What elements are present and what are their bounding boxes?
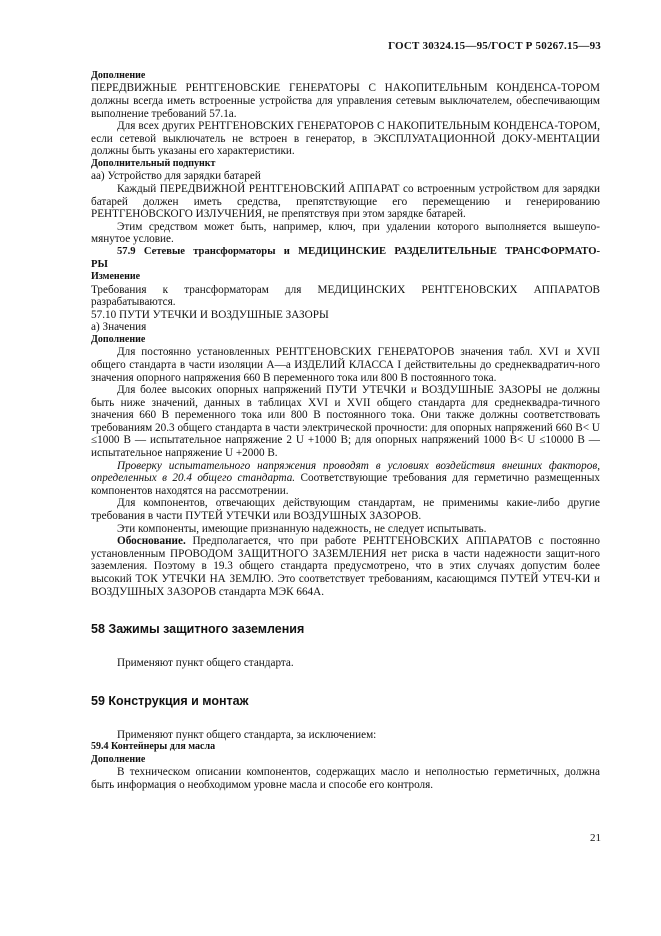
paragraph: В техническом описании компонентов, содержащих масло и неполностью герметичных, должна быть информация о необходимом уровне масла и способе его контроля. [91,766,600,791]
clause-57-9-title-cont: РЫ [91,258,108,270]
supplement-heading: Дополнение [91,70,146,81]
section-59-title: 59 Конструкция и монтаж [91,693,249,708]
paragraph: Для компонентов, отвечающих действующим стандартам, не применимы какие-либо другие требования в части ПУТЕЙ УТЕЧКИ или ВОЗДУШНЫХ ЗАЗОРОВ. [91,497,600,523]
paragraph: Применяют пункт общего стандарта. [117,657,294,670]
paragraph: Для более высоких опорных напряжений ПУТИ УТЕЧКИ и ВОЗДУШНЫЕ ЗАЗОРЫ не должны быть ниже значений, данных в таблицах XVI и XVII общего стандарта для среднеквадра-тичного значения 660 В переменного тока или 800 В постоянного тока. Они также должны соответствовать требованиям 20.3 общего стандарта в части электрической прочности: для опорных напряжений 660 В< U ≤1000 В — испытательное напряжение 2 U +1000 В; для опорных напряжений 1000 В< U ≤10000 В — испытательное напряжение U +2000 В. [91,384,600,460]
rationale-label: Обоснование. [117,535,186,548]
paragraph: Эти компоненты, имеющие признанную надежность, не следует испытывать. [117,522,487,535]
section-58-title: 58 Зажимы защитного заземления [91,622,305,637]
paragraph [91,460,600,498]
supplement-heading: Дополнение [91,753,146,765]
paragraph-text: Предполагается, что при работе РЕНТГЕНОВСКИХ АППАРАТОВ с постоянно установленным ПРОВОДОМ ЗАЩИТНОГО ЗАЗЕМЛЕНИЯ нет риска в части надежности защит-ного заземления. Поэтому в 19.3 общего стандарта предусмотрено, что в этих случаях допустим более высокий ТОК УТЕЧКИ НА ЗЕМЛЮ. Это соответствует требованиям, касающимся ПУТЕЙ УТЕЧ-КИ и ВОЗДУШНЫХ ЗАЗОРОВ стандарта МЭК 664А. [91,535,600,598]
paragraph [91,535,600,598]
clause-59-4-title: 59.4 Контейнеры для масла [91,741,216,753]
paragraph: Этим средством может быть, например, ключ, при удалении которого выполняется вышеупо-мянутое условие. [91,220,600,246]
list-item: а) Значения [91,321,147,334]
paragraph: Каждый ПЕРЕДВИЖНОЙ РЕНТГЕНОВСКИЙ АППАРАТ со встроенным устройством для зарядки батарей должен иметь средства, препятствующие его перемещению и генерированию РЕНТГЕНОВСКОГО ИЗЛУЧЕНИЯ, не препятствуя при этом зарядке батарей. [91,182,600,221]
page-header: ГОСТ 30324.15—95/ГОСТ Р 50267.15—93 [388,40,601,52]
supplement-heading: Дополнение [91,333,146,345]
paragraph-text: Соответствующие требования для герметично размещенных компонентов находятся на рассмотрении. [91,472,600,497]
italic-note: Проверку испытательного напряжения проводят в условиях воздействия внешних факторов, определенных в 20.4 общего стандарта. [91,459,600,485]
paragraph: Для всех других РЕНТГЕНОВСКИХ ГЕНЕРАТОРОВ С НАКОПИТЕЛЬНЫМ КОНДЕНСА-ТОРОМ, если сетевой выключатель не встроен в генератор, в ЭКСПЛУАТАЦИОННОЙ ДОКУ-МЕНТАЦИИ должны быть указаны его характеристики. [91,120,600,158]
change-heading: Изменение [91,271,141,283]
clause-57-10-title: 57.10 ПУТИ УТЕЧКИ И ВОЗДУШНЫЕ ЗАЗОРЫ [91,308,329,321]
clause-57-9-title: 57.9 Сетевые трансформаторы и МЕДИЦИНСКИЕ РАЗДЕЛИТЕЛЬНЫЕ ТРАНСФОРМАТО- [117,245,600,257]
page-number: 21 [590,832,601,844]
paragraph: Применяют пункт общего стандарта, за исключением: [117,728,377,741]
paragraph: ПЕРЕДВИЖНЫЕ РЕНТГЕНОВСКИЕ ГЕНЕРАТОРЫ С НАКОПИТЕЛЬНЫМ КОНДЕНСА-ТОРОМ должны всегда иметь встроенные устройства для управления сетевым выключателем, обеспечивающим выполнение требований 57.1а. [91,82,600,120]
additional-subclause-heading: Дополнительный подпункт [91,157,216,169]
paragraph: Требования к трансформаторам для МЕДИЦИНСКИХ РЕНТГЕНОВСКИХ АППАРАТОВ разрабатываются. [91,283,600,309]
page-content [91,70,600,791]
list-item: аа) Устройство для зарядки батарей [91,170,261,183]
paragraph: Для постоянно установленных РЕНТГЕНОВСКИХ ГЕНЕРАТОРОВ значения табл. XVI и XVII общего стандарта в части изоляции А—а ИЗДЕЛИЙ КЛАССА I действительны до среднеквадратич-ного значения опорного напряжения 660 В переменного тока или 800 В постоянного тока. [91,346,600,384]
